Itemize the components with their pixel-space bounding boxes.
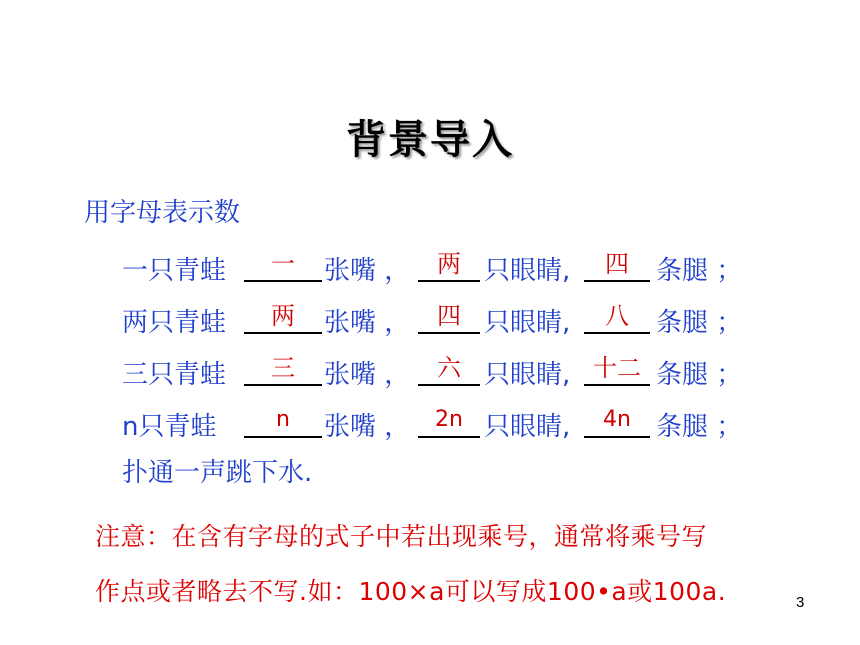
mouth-label: 张嘴 ， bbox=[324, 256, 411, 286]
leg-blank: 四 bbox=[584, 250, 650, 282]
eye-label: 只眼睛, bbox=[484, 256, 571, 286]
leg-blank: 八 bbox=[584, 302, 650, 334]
leg-blank: 十二 bbox=[584, 354, 650, 386]
final-line: 扑通一声跳下水. bbox=[122, 458, 313, 488]
subtitle: 用字母表示数 bbox=[84, 198, 241, 228]
leg-label: 条腿 ； bbox=[656, 256, 743, 286]
leg-blank: 4n bbox=[584, 406, 650, 438]
row-prefix: 一只青蛙 bbox=[122, 256, 227, 286]
slide-title: 背景导入 bbox=[346, 117, 514, 163]
note-line-1: 注意：在含有字母的式子中若出现乘号，通常将乘号写 bbox=[95, 522, 708, 551]
eye-blank: 四 bbox=[418, 302, 480, 334]
mouth-label: 张嘴 ， bbox=[324, 360, 411, 390]
row-prefix: 两只青蛙 bbox=[122, 308, 227, 338]
mouth-label: 张嘴 ， bbox=[324, 412, 411, 442]
eye-blank: 两 bbox=[418, 250, 480, 282]
mouth-blank: 两 bbox=[244, 302, 322, 334]
leg-label: 条腿 ； bbox=[656, 360, 743, 390]
leg-label: 条腿 ； bbox=[656, 308, 743, 338]
mouth-label: 张嘴 ， bbox=[324, 308, 411, 338]
row-prefix: n只青蛙 bbox=[122, 412, 217, 442]
mouth-blank: 三 bbox=[244, 354, 322, 386]
page-number: 3 bbox=[796, 594, 805, 611]
note-line-2: 作点或者略去不写.如：100×a可以写成100•a或100a. bbox=[95, 577, 727, 606]
eye-blank: 2n bbox=[418, 406, 480, 438]
row-prefix: 三只青蛙 bbox=[122, 360, 227, 390]
eye-label: 只眼睛, bbox=[484, 412, 571, 442]
eye-label: 只眼睛, bbox=[484, 308, 571, 338]
leg-label: 条腿 ； bbox=[656, 412, 743, 442]
eye-blank: 六 bbox=[418, 354, 480, 386]
eye-label: 只眼睛, bbox=[484, 360, 571, 390]
mouth-blank: 一 bbox=[244, 250, 322, 282]
mouth-blank: n bbox=[244, 406, 322, 438]
